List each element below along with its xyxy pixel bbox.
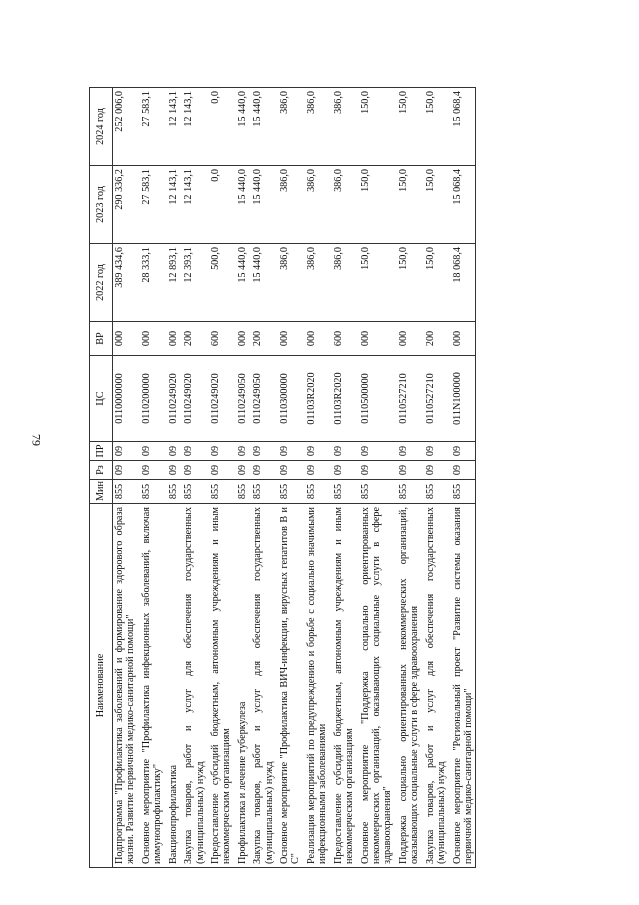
cell-y2024: 150,0: [357, 88, 395, 166]
cell-y2024: 386,0: [276, 88, 303, 166]
cell-y2024: 12 143,1: [180, 88, 207, 166]
table-header-row: [90, 88, 113, 868]
cell-y2022: 12 393,1: [180, 244, 207, 322]
cell-name: Закупка товаров, работ и услуг для обеспечения государственных (муниципальных) нужд: [422, 504, 449, 868]
cell-pr: 09: [234, 442, 249, 461]
cell-min: 855: [330, 480, 357, 504]
cell-name: Основное мероприятие "Профилактика ВИЧ-инфекции, вирусных гепатитов В и С": [276, 504, 303, 868]
cell-cs: 01103R2020: [303, 356, 330, 442]
cell-min: 855: [234, 480, 249, 504]
cell-pr: 09: [207, 442, 234, 461]
cell-pr: 09: [180, 442, 207, 461]
cell-min: 855: [395, 480, 422, 504]
cell-pr: 09: [330, 442, 357, 461]
cell-rz: 09: [138, 461, 165, 480]
header-min: Мин: [90, 480, 113, 504]
cell-pr: 09: [249, 442, 276, 461]
cell-y2024: 15 440,0: [234, 88, 249, 166]
cell-pr: 09: [449, 442, 476, 461]
cell-y2024: 12 143,1: [165, 88, 180, 166]
cell-y2022: 500,0: [207, 244, 234, 322]
cell-rz: 09: [422, 461, 449, 480]
cell-vr: 200: [249, 322, 276, 356]
cell-y2022: 389 434,6: [113, 244, 138, 322]
cell-min: 855: [165, 480, 180, 504]
cell-pr: 09: [422, 442, 449, 461]
cell-vr: 600: [330, 322, 357, 356]
cell-pr: 09: [303, 442, 330, 461]
cell-y2024: 150,0: [395, 88, 422, 166]
cell-min: 855: [113, 480, 138, 504]
cell-vr: 000: [276, 322, 303, 356]
cell-rz: 09: [165, 461, 180, 480]
cell-name: Предоставление субсидий бюджетным, автономным учреждениям и иным некоммерческим организациям: [330, 504, 357, 868]
cell-rz: 09: [207, 461, 234, 480]
cell-cs: 0110000000: [113, 356, 138, 442]
cell-y2023: 27 583,1: [138, 166, 165, 244]
cell-vr: 200: [180, 322, 207, 356]
cell-cs: 01103R2020: [330, 356, 357, 442]
cell-vr: 000: [303, 322, 330, 356]
cell-pr: 09: [138, 442, 165, 461]
header-vr: ВР: [90, 322, 113, 356]
cell-min: 855: [449, 480, 476, 504]
header-2023: 2023 год: [90, 166, 113, 244]
table-row: [234, 88, 249, 868]
cell-rz: 09: [357, 461, 395, 480]
table-row: [207, 88, 234, 868]
cell-vr: 000: [113, 322, 138, 356]
table-row: [449, 88, 476, 868]
table-row: [395, 88, 422, 868]
cell-cs: 0110249020: [207, 356, 234, 442]
cell-vr: 000: [234, 322, 249, 356]
cell-name: Подпрограмма "Профилактика заболеваний и формирование здорового образа жизни. Развитие первичной медико-санитарной помощи": [113, 504, 138, 868]
cell-name: Закупка товаров, работ и услуг для обеспечения государственных (муниципальных) нужд: [180, 504, 207, 868]
cell-y2023: 150,0: [422, 166, 449, 244]
cell-y2023: 290 336,2: [113, 166, 138, 244]
cell-rz: 09: [249, 461, 276, 480]
cell-vr: 200: [422, 322, 449, 356]
cell-name: Поддержка социально ориентированных некоммерческих организаций, оказывающих социальные услуги в сфере здравоохранения: [395, 504, 422, 868]
cell-pr: 09: [276, 442, 303, 461]
cell-name: Вакцинопрофилактика: [165, 504, 180, 868]
budget-table: [89, 87, 476, 868]
header-2024: 2024 год: [90, 88, 113, 166]
cell-min: 855: [180, 480, 207, 504]
cell-y2022: 28 333,1: [138, 244, 165, 322]
header-2022: 2022 год: [90, 244, 113, 322]
table-row: [165, 88, 180, 868]
cell-y2022: 15 440,0: [249, 244, 276, 322]
cell-cs: 011N100000: [449, 356, 476, 442]
cell-pr: 09: [113, 442, 138, 461]
cell-y2022: 18 068,4: [449, 244, 476, 322]
cell-y2024: 386,0: [303, 88, 330, 166]
cell-min: 855: [357, 480, 395, 504]
cell-y2024: 150,0: [422, 88, 449, 166]
cell-min: 855: [276, 480, 303, 504]
cell-pr: 09: [395, 442, 422, 461]
cell-y2023: 386,0: [303, 166, 330, 244]
table-row: [357, 88, 395, 868]
cell-rz: 09: [449, 461, 476, 480]
cell-pr: 09: [165, 442, 180, 461]
cell-rz: 09: [180, 461, 207, 480]
cell-cs: 0110300000: [276, 356, 303, 442]
cell-rz: 09: [276, 461, 303, 480]
cell-y2024: 27 583,1: [138, 88, 165, 166]
cell-y2022: 386,0: [330, 244, 357, 322]
cell-vr: 000: [357, 322, 395, 356]
cell-name: Профилактика и лечение туберкулеза: [234, 504, 249, 868]
cell-min: 855: [422, 480, 449, 504]
cell-y2022: 150,0: [395, 244, 422, 322]
cell-y2023: 386,0: [276, 166, 303, 244]
cell-name: Основное мероприятие "Региональный проект "Развитие системы оказания первичной медико-санитарной помощи": [449, 504, 476, 868]
cell-y2022: 386,0: [276, 244, 303, 322]
cell-cs: 0110527210: [422, 356, 449, 442]
page-number: 79: [29, 434, 44, 446]
cell-rz: 09: [303, 461, 330, 480]
header-cs: ЦС: [90, 356, 113, 442]
cell-vr: 000: [138, 322, 165, 356]
cell-y2023: 150,0: [357, 166, 395, 244]
table-row: [138, 88, 165, 868]
cell-y2023: 0,0: [207, 166, 234, 244]
cell-y2023: 15 068,4: [449, 166, 476, 244]
cell-y2023: 386,0: [330, 166, 357, 244]
cell-vr: 000: [395, 322, 422, 356]
cell-y2022: 150,0: [357, 244, 395, 322]
cell-rz: 09: [234, 461, 249, 480]
table-row: [330, 88, 357, 868]
cell-rz: 09: [330, 461, 357, 480]
table-row: [303, 88, 330, 868]
cell-name: Основное мероприятие "Поддержка социально ориентированных некоммерческих организаций, оказывающих социальные услуги в сфере здравоохранения": [357, 504, 395, 868]
cell-cs: 0110249050: [249, 356, 276, 442]
cell-name: Основное мероприятие "Профилактика инфекционных заболеваний, включая иммунопрофилактику": [138, 504, 165, 868]
cell-min: 855: [207, 480, 234, 504]
cell-name: Предоставление субсидий бюджетным, автономным учреждениям и иным некоммерческим организациям: [207, 504, 234, 868]
cell-y2023: 15 440,0: [249, 166, 276, 244]
header-rz: Рз: [90, 461, 113, 480]
cell-vr: 000: [165, 322, 180, 356]
cell-name: Реализация мероприятий по предупреждению и борьбе с социально значимыми инфекционными заболеваниями: [303, 504, 330, 868]
header-name: Наименование: [90, 504, 113, 868]
cell-min: 855: [303, 480, 330, 504]
cell-y2024: 252 006,0: [113, 88, 138, 166]
cell-cs: 0110200000: [138, 356, 165, 442]
cell-name: Закупка товаров, работ и услуг для обеспечения государственных (муниципальных) нужд: [249, 504, 276, 868]
cell-cs: 0110249020: [180, 356, 207, 442]
table-row: [113, 88, 138, 868]
table-row: [249, 88, 276, 868]
cell-pr: 09: [357, 442, 395, 461]
cell-y2022: 386,0: [303, 244, 330, 322]
cell-cs: 0110500000: [357, 356, 395, 442]
header-pr: ПР: [90, 442, 113, 461]
table-row: [180, 88, 207, 868]
cell-y2023: 15 440,0: [234, 166, 249, 244]
cell-y2022: 15 440,0: [234, 244, 249, 322]
cell-y2024: 0,0: [207, 88, 234, 166]
table-body: [113, 88, 476, 868]
cell-vr: 000: [449, 322, 476, 356]
cell-rz: 09: [395, 461, 422, 480]
cell-vr: 600: [207, 322, 234, 356]
table-row: [276, 88, 303, 868]
cell-y2024: 15 440,0: [249, 88, 276, 166]
cell-y2022: 12 893,1: [165, 244, 180, 322]
cell-min: 855: [249, 480, 276, 504]
cell-cs: 0110249050: [234, 356, 249, 442]
cell-y2024: 15 068,4: [449, 88, 476, 166]
cell-cs: 0110249020: [165, 356, 180, 442]
cell-y2023: 12 143,1: [165, 166, 180, 244]
cell-y2023: 12 143,1: [180, 166, 207, 244]
cell-y2024: 386,0: [330, 88, 357, 166]
cell-y2022: 150,0: [422, 244, 449, 322]
table-row: [422, 88, 449, 868]
cell-min: 855: [138, 480, 165, 504]
cell-y2023: 150,0: [395, 166, 422, 244]
rotated-page: [89, 88, 565, 868]
cell-cs: 0110527210: [395, 356, 422, 442]
cell-rz: 09: [113, 461, 138, 480]
